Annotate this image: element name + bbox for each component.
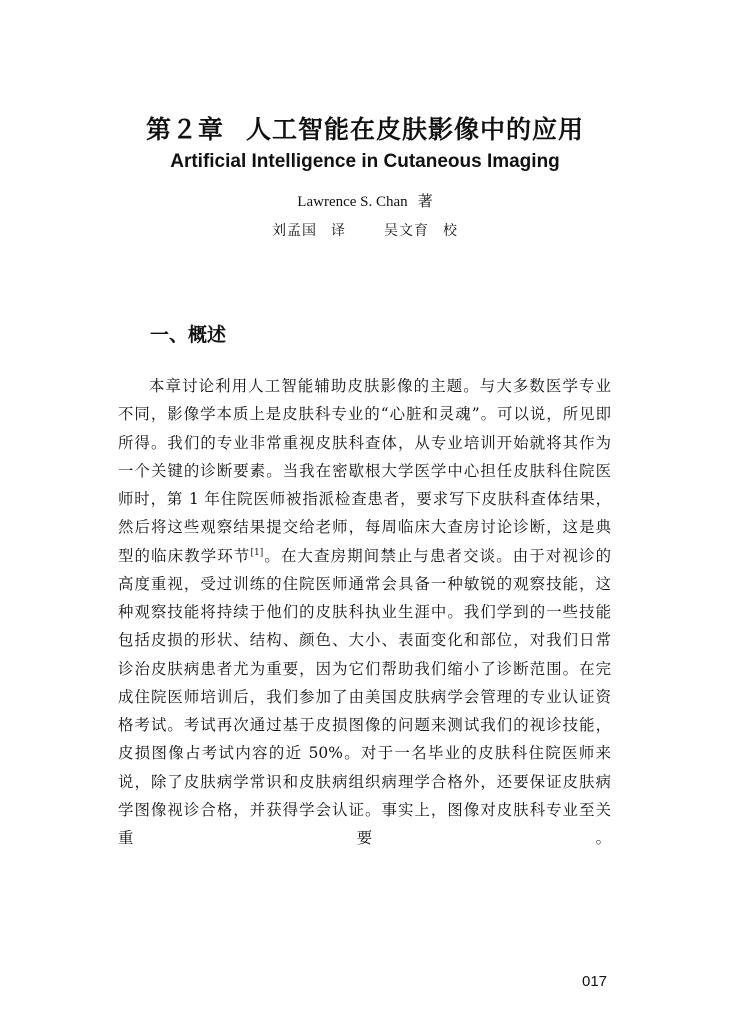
paragraph-line: 师时，第 1 年住院医师被指派检查患者，要求写下皮肤科查体结果，: [118, 490, 611, 508]
paragraph-line: 皮损图像占考试内容的近 50%。对于一名毕业的皮肤科住院医师来: [118, 744, 611, 763]
author-credit: [0, 190, 730, 211]
paragraph-line: 高度重视，受过训练的住院医师通常会具备一种敏锐的观察技能，这: [118, 574, 611, 593]
paragraph-line: 种观察技能将持续于他们的皮肤科执业生涯中。我们学到的一些技能: [118, 603, 611, 621]
body-paragraph: [118, 372, 611, 881]
paragraph-line: 说，除了皮肤病学常识和皮肤病组织病理学合格外，还要保证皮肤病: [118, 772, 611, 791]
english-title: Artificial Intelligence in Cutaneous Imaging: [170, 151, 560, 172]
translator-name: 刘孟国: [272, 223, 317, 239]
paragraph-line: 格考试。考试再次通过基于皮损图像的问题来测试我们的视诊技能，: [118, 716, 611, 734]
translator-credit: [0, 220, 730, 240]
paragraph-line-text: 。在大查房期间禁止与患者交谈。由于对视诊的: [263, 546, 611, 565]
author-name: Lawrence S. Chan: [297, 194, 408, 210]
reviewer-role: 校: [443, 223, 458, 239]
paragraph-line: 包括皮损的形状、结构、颜色、大小、表面变化和部位，对我们日常: [118, 631, 611, 650]
chapter-title: [0, 110, 730, 146]
paragraph-line: 本章讨论利用人工智能辅助皮肤影像的主题。与大多数医学专业: [149, 377, 611, 395]
paragraph-line: 一个关键的诊断要素。当我在密歇根大学医学中心担任皮肤科住院医: [118, 461, 611, 480]
paragraph-line: 所得。我们的专业非常重视皮肤科查体，从专业培训开始就将其作为: [118, 433, 611, 452]
translator-role: 译: [331, 223, 346, 239]
paragraph-line: 学图像视诊合格，并获得学会认证。事实上，图像对皮肤科专业至关: [118, 800, 611, 819]
paragraph-line: 重要。: [118, 829, 611, 847]
author-role: 著: [417, 192, 433, 210]
paragraph-line: [118, 542, 611, 570]
page-number: 017: [582, 973, 608, 990]
chapter-title-text: 人工智能在皮肤影像中的应用: [246, 115, 585, 144]
paragraph-line: [118, 852, 611, 880]
paragraph-line: 不同，影像学本质上是皮肤科专业的“心脏和灵魂”。可以说，所见即: [118, 405, 611, 424]
reviewer-name: 吴文育: [384, 223, 429, 239]
paragraph-line-text: 型的临床教学环节: [118, 546, 251, 565]
paragraph-line: 诊治皮肤病患者尤为重要，因为它们帮助我们缩小了诊断范围。在完: [118, 659, 611, 678]
paragraph-line: 成住院医师培训后，我们参加了由美国皮肤病学会管理的专业认证资: [118, 687, 611, 706]
citation-ref[interactable]: [1]: [250, 547, 264, 558]
paragraph-line: 然后将这些观察结果提交给老师，每周临床大查房讨论诊断，这是典: [118, 518, 611, 537]
section-heading: 一、概述: [150, 324, 227, 346]
chapter-number: 第２章: [145, 115, 224, 144]
